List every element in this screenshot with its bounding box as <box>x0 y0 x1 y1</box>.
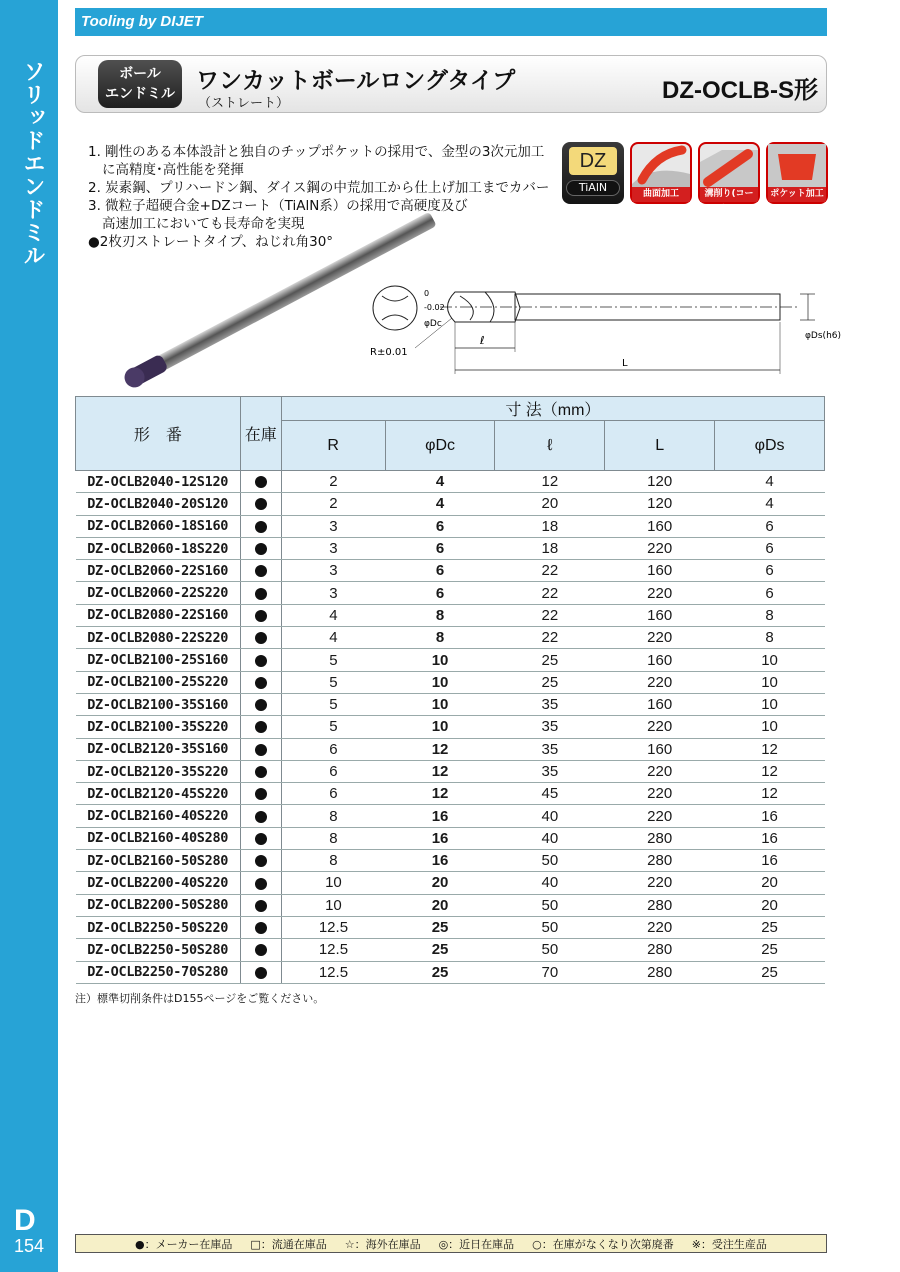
model-number-cell: DZ-OCLB2160-40S220 <box>76 805 241 827</box>
radius-cell: 8 <box>281 827 385 849</box>
model-number-cell: DZ-OCLB2080-22S220 <box>76 627 241 649</box>
ds-cell: 4 <box>715 493 825 515</box>
table-row <box>76 693 825 715</box>
table-row <box>76 939 825 961</box>
ds-cell: 16 <box>715 850 825 872</box>
ds-cell: 10 <box>715 693 825 715</box>
dimension-drawing <box>360 278 842 378</box>
radius-cell: 6 <box>281 738 385 760</box>
flute-length-cell: 35 <box>495 738 605 760</box>
col-header-model: 形 番 <box>76 397 241 471</box>
radius-cell: 5 <box>281 671 385 693</box>
ds-label: φDs(h6) <box>805 331 842 341</box>
tolerance-upper: 0 <box>424 289 430 298</box>
overall-length-cell: 220 <box>605 537 715 559</box>
ds-cell: 20 <box>715 872 825 894</box>
legend-item: □：流通在庫品 <box>250 1237 327 1251</box>
radius-cell: 12.5 <box>281 939 385 961</box>
radius-cell: 3 <box>281 582 385 604</box>
flute-length-cell: 35 <box>495 760 605 782</box>
legend-item: ☆：海外在庫品 <box>344 1237 421 1251</box>
page-subtitle: （ストレート） <box>198 96 290 111</box>
table-row <box>76 604 825 626</box>
table-row <box>76 493 825 515</box>
ds-cell: 12 <box>715 760 825 782</box>
dc-cell: 6 <box>385 515 495 537</box>
model-number-cell: DZ-OCLB2060-18S160 <box>76 515 241 537</box>
coating-name: DZ <box>569 147 617 175</box>
dc-cell: 10 <box>385 671 495 693</box>
overall-length-label: L <box>622 358 628 369</box>
flute-length-cell: 18 <box>495 537 605 559</box>
col-header-dimensions: 寸 法（mm） <box>281 397 824 421</box>
type-badge-line1: ボール <box>119 66 161 82</box>
dc-cell: 25 <box>385 939 495 961</box>
stock-status-cell <box>240 894 281 916</box>
overall-length-cell: 280 <box>605 894 715 916</box>
stock-dot-icon <box>255 721 267 733</box>
model-number-cell: DZ-OCLB2060-22S160 <box>76 560 241 582</box>
ds-cell: 10 <box>715 716 825 738</box>
model-number-cell: DZ-OCLB2120-35S160 <box>76 738 241 760</box>
model-number-cell: DZ-OCLB2100-35S220 <box>76 716 241 738</box>
dc-cell: 16 <box>385 827 495 849</box>
stock-dot-icon <box>255 766 267 778</box>
stock-dot-icon <box>255 498 267 510</box>
flute-length-cell: 25 <box>495 649 605 671</box>
feature-item: 2. 炭素鋼、プリハードン鋼、ダイス鋼の中荒加工から仕上げ加工までカバー <box>88 180 550 196</box>
col-header-dc: φDc <box>385 421 495 471</box>
table-row <box>76 850 825 872</box>
grooving-icon <box>698 142 760 214</box>
dc-cell: 4 <box>385 471 495 493</box>
radius-cell: 12.5 <box>281 961 385 983</box>
model-number-cell: DZ-OCLB2100-25S220 <box>76 671 241 693</box>
ds-cell: 20 <box>715 894 825 916</box>
col-header-stock: 在庫 <box>240 397 281 471</box>
feature-item: 高速加工においても長寿命を実現 <box>102 216 305 232</box>
overall-length-cell: 220 <box>605 716 715 738</box>
stock-status-cell <box>240 493 281 515</box>
dc-cell: 16 <box>385 805 495 827</box>
radius-cell: 6 <box>281 760 385 782</box>
dc-cell: 6 <box>385 582 495 604</box>
radius-cell: 8 <box>281 850 385 872</box>
stock-dot-icon <box>255 521 267 533</box>
stock-dot-icon <box>255 543 267 555</box>
stock-status-cell <box>240 693 281 715</box>
flute-length-cell: 20 <box>495 493 605 515</box>
col-header-ds: φDs <box>715 421 825 471</box>
stock-dot-icon <box>255 922 267 934</box>
stock-legend <box>75 1234 827 1253</box>
col-header-r: R <box>281 421 385 471</box>
model-number-cell: DZ-OCLB2100-25S160 <box>76 649 241 671</box>
stock-dot-icon <box>255 632 267 644</box>
legend-item: ※：受注生産品 <box>691 1237 767 1251</box>
overall-length-cell: 160 <box>605 515 715 537</box>
overall-length-cell: 280 <box>605 827 715 849</box>
ds-cell: 6 <box>715 537 825 559</box>
stock-status-cell <box>240 627 281 649</box>
col-header-overall-l: L <box>605 421 715 471</box>
stock-status-cell <box>240 961 281 983</box>
radius-cell: 5 <box>281 649 385 671</box>
page-number: 154 <box>14 1236 45 1256</box>
stock-status-cell <box>240 649 281 671</box>
overall-length-cell: 220 <box>605 627 715 649</box>
radius-cell: 5 <box>281 716 385 738</box>
dc-cell: 8 <box>385 604 495 626</box>
table-row <box>76 738 825 760</box>
table-row <box>76 872 825 894</box>
model-number-cell: DZ-OCLB2060-22S220 <box>76 582 241 604</box>
stock-status-cell <box>240 738 281 760</box>
brand-logo: Tooling by DIJET <box>81 13 203 30</box>
dc-cell: 20 <box>385 872 495 894</box>
stock-status-cell <box>240 783 281 805</box>
stock-dot-icon <box>255 476 267 488</box>
overall-length-cell: 160 <box>605 649 715 671</box>
flute-length-label: ℓ <box>480 334 485 347</box>
ds-cell: 12 <box>715 738 825 760</box>
stock-dot-icon <box>255 610 267 622</box>
overall-length-cell: 120 <box>605 493 715 515</box>
overall-length-cell: 220 <box>605 805 715 827</box>
overall-length-cell: 160 <box>605 693 715 715</box>
ds-cell: 25 <box>715 916 825 938</box>
col-header-l: ℓ <box>495 421 605 471</box>
ds-cell: 6 <box>715 582 825 604</box>
overall-length-cell: 160 <box>605 604 715 626</box>
legend-item: ◎：近日在庫品 <box>438 1237 515 1251</box>
model-number-cell: DZ-OCLB2160-50S280 <box>76 850 241 872</box>
flute-length-cell: 50 <box>495 850 605 872</box>
model-number-cell: DZ-OCLB2080-22S160 <box>76 604 241 626</box>
stock-dot-icon <box>255 878 267 890</box>
feature-item: に高精度･高性能を発揮 <box>102 162 244 178</box>
dc-cell: 10 <box>385 716 495 738</box>
brand-bar <box>75 8 827 36</box>
table-row <box>76 783 825 805</box>
feature-item: ●2枚刃ストレートタイプ、ねじれ角30° <box>88 234 334 250</box>
flute-length-cell: 50 <box>495 916 605 938</box>
stock-dot-icon <box>255 944 267 956</box>
stock-status-cell <box>240 716 281 738</box>
stock-status-cell <box>240 537 281 559</box>
overall-length-cell: 280 <box>605 850 715 872</box>
stock-status-cell <box>240 471 281 493</box>
radius-cell: 10 <box>281 872 385 894</box>
table-row <box>76 760 825 782</box>
ds-cell: 10 <box>715 649 825 671</box>
table-row <box>76 716 825 738</box>
model-number-cell: DZ-OCLB2200-40S220 <box>76 872 241 894</box>
flute-length-cell: 40 <box>495 872 605 894</box>
coating-type: TiAlN <box>566 180 620 196</box>
dc-cell: 6 <box>385 537 495 559</box>
stock-dot-icon <box>255 565 267 577</box>
table-row <box>76 671 825 693</box>
overall-length-cell: 220 <box>605 916 715 938</box>
ds-cell: 4 <box>715 471 825 493</box>
dc-cell: 10 <box>385 693 495 715</box>
overall-length-cell: 280 <box>605 939 715 961</box>
category-label: ソリッドエンドミル <box>20 60 45 267</box>
radius-label: R±0.01 <box>370 347 408 358</box>
dc-cell: 20 <box>385 894 495 916</box>
dc-cell: 25 <box>385 961 495 983</box>
stock-dot-icon <box>255 855 267 867</box>
app-label: ポケット加工 <box>768 187 826 202</box>
flute-length-cell: 35 <box>495 693 605 715</box>
overall-length-cell: 220 <box>605 783 715 805</box>
app-label: 曲面加工 <box>632 187 690 202</box>
feature-item: 3. 微粒子超硬合金+DZコート（TiAlN系）の採用で高硬度及び <box>88 198 468 214</box>
ds-cell: 16 <box>715 805 825 827</box>
stock-status-cell <box>240 939 281 961</box>
stock-dot-icon <box>255 744 267 756</box>
table-row <box>76 805 825 827</box>
dc-cell: 4 <box>385 493 495 515</box>
stock-status-cell <box>240 560 281 582</box>
title-banner <box>75 55 827 113</box>
model-number-cell: DZ-OCLB2040-20S120 <box>76 493 241 515</box>
flute-length-cell: 18 <box>495 515 605 537</box>
radius-cell: 10 <box>281 894 385 916</box>
dc-cell: 10 <box>385 649 495 671</box>
flute-length-cell: 50 <box>495 894 605 916</box>
table-row <box>76 627 825 649</box>
legend-item: ○：在庫がなくなり次第廃番 <box>532 1237 674 1251</box>
stock-dot-icon <box>255 900 267 912</box>
type-badge <box>98 60 182 108</box>
stock-status-cell <box>240 916 281 938</box>
ds-cell: 16 <box>715 827 825 849</box>
ds-cell: 8 <box>715 604 825 626</box>
flute-length-cell: 25 <box>495 671 605 693</box>
table-row <box>76 827 825 849</box>
ds-cell: 25 <box>715 939 825 961</box>
model-series: DZ-OCLB-S形 <box>662 77 818 104</box>
coating-icon <box>562 142 624 204</box>
dc-cell: 6 <box>385 560 495 582</box>
dc-label: φDc <box>424 319 442 329</box>
stock-status-cell <box>240 515 281 537</box>
stock-status-cell <box>240 805 281 827</box>
flute-length-cell: 45 <box>495 783 605 805</box>
app-label: 溝削り(コーナR) <box>700 187 758 202</box>
stock-status-cell <box>240 582 281 604</box>
stock-dot-icon <box>255 699 267 711</box>
dc-cell: 12 <box>385 738 495 760</box>
page-section-letter: D <box>14 1204 36 1237</box>
stock-dot-icon <box>255 833 267 845</box>
model-number-cell: DZ-OCLB2160-40S280 <box>76 827 241 849</box>
stock-dot-icon <box>255 788 267 800</box>
radius-cell: 8 <box>281 805 385 827</box>
pocketing-icon <box>766 142 828 204</box>
page-title: ワンカットボールロングタイプ <box>196 68 516 94</box>
type-badge-line2: エンドミル <box>105 86 175 102</box>
ds-cell: 10 <box>715 671 825 693</box>
model-number-cell: DZ-OCLB2120-35S220 <box>76 760 241 782</box>
table-row <box>76 894 825 916</box>
category-sidebar <box>0 0 58 1272</box>
overall-length-cell: 160 <box>605 738 715 760</box>
ds-cell: 6 <box>715 515 825 537</box>
table-row <box>76 537 825 559</box>
overall-length-cell: 160 <box>605 560 715 582</box>
radius-cell: 4 <box>281 627 385 649</box>
radius-cell: 3 <box>281 515 385 537</box>
model-number-cell: DZ-OCLB2250-50S280 <box>76 939 241 961</box>
overall-length-cell: 120 <box>605 471 715 493</box>
overall-length-cell: 220 <box>605 760 715 782</box>
radius-cell: 2 <box>281 471 385 493</box>
stock-status-cell <box>240 760 281 782</box>
stock-status-cell <box>240 671 281 693</box>
dc-cell: 16 <box>385 850 495 872</box>
table-row <box>76 560 825 582</box>
radius-cell: 2 <box>281 493 385 515</box>
flute-length-cell: 22 <box>495 627 605 649</box>
overall-length-cell: 220 <box>605 582 715 604</box>
flute-length-cell: 40 <box>495 805 605 827</box>
stock-status-cell <box>240 827 281 849</box>
dc-cell: 12 <box>385 783 495 805</box>
ds-cell: 12 <box>715 783 825 805</box>
footnote: 注）標準切削条件はD155ページをご覧ください。 <box>75 992 325 1005</box>
stock-dot-icon <box>255 967 267 979</box>
stock-status-cell <box>240 872 281 894</box>
overall-length-cell: 280 <box>605 961 715 983</box>
table-row <box>76 471 825 493</box>
spec-table <box>75 396 825 984</box>
stock-status-cell <box>240 604 281 626</box>
tolerance-lower: -0.02 <box>424 303 445 312</box>
stock-status-cell <box>240 850 281 872</box>
radius-cell: 3 <box>281 537 385 559</box>
model-number-cell: DZ-OCLB2250-70S280 <box>76 961 241 983</box>
stock-dot-icon <box>255 677 267 689</box>
model-number-cell: DZ-OCLB2250-50S220 <box>76 916 241 938</box>
stock-dot-icon <box>255 811 267 823</box>
model-number-cell: DZ-OCLB2200-50S280 <box>76 894 241 916</box>
stock-dot-icon <box>255 588 267 600</box>
dc-cell: 12 <box>385 760 495 782</box>
table-row <box>76 515 825 537</box>
model-number-cell: DZ-OCLB2060-18S220 <box>76 537 241 559</box>
table-row <box>76 961 825 983</box>
dc-cell: 25 <box>385 916 495 938</box>
radius-cell: 6 <box>281 783 385 805</box>
table-row <box>76 649 825 671</box>
model-number-cell: DZ-OCLB2120-45S220 <box>76 783 241 805</box>
stock-dot-icon <box>255 655 267 667</box>
dc-cell: 8 <box>385 627 495 649</box>
flute-length-cell: 22 <box>495 582 605 604</box>
ds-cell: 6 <box>715 560 825 582</box>
curved-surface-icon <box>630 142 692 204</box>
flute-length-cell: 35 <box>495 716 605 738</box>
flute-length-cell: 22 <box>495 604 605 626</box>
legend-item: ●：メーカー在庫品 <box>134 1237 233 1251</box>
flute-length-cell: 40 <box>495 827 605 849</box>
table-row <box>76 916 825 938</box>
model-number-cell: DZ-OCLB2100-35S160 <box>76 693 241 715</box>
overall-length-cell: 220 <box>605 671 715 693</box>
flute-length-cell: 70 <box>495 961 605 983</box>
ds-cell: 25 <box>715 961 825 983</box>
overall-length-cell: 220 <box>605 872 715 894</box>
flute-length-cell: 22 <box>495 560 605 582</box>
ds-cell: 8 <box>715 627 825 649</box>
table-row <box>76 582 825 604</box>
radius-cell: 4 <box>281 604 385 626</box>
feature-item: 1. 剛性のある本体設計と独自のチップポケットの採用で、金型の3次元加工 <box>88 144 545 160</box>
radius-cell: 12.5 <box>281 916 385 938</box>
model-number-cell: DZ-OCLB2040-12S120 <box>76 471 241 493</box>
flute-length-cell: 12 <box>495 471 605 493</box>
flute-length-cell: 50 <box>495 939 605 961</box>
radius-cell: 5 <box>281 693 385 715</box>
radius-cell: 3 <box>281 560 385 582</box>
